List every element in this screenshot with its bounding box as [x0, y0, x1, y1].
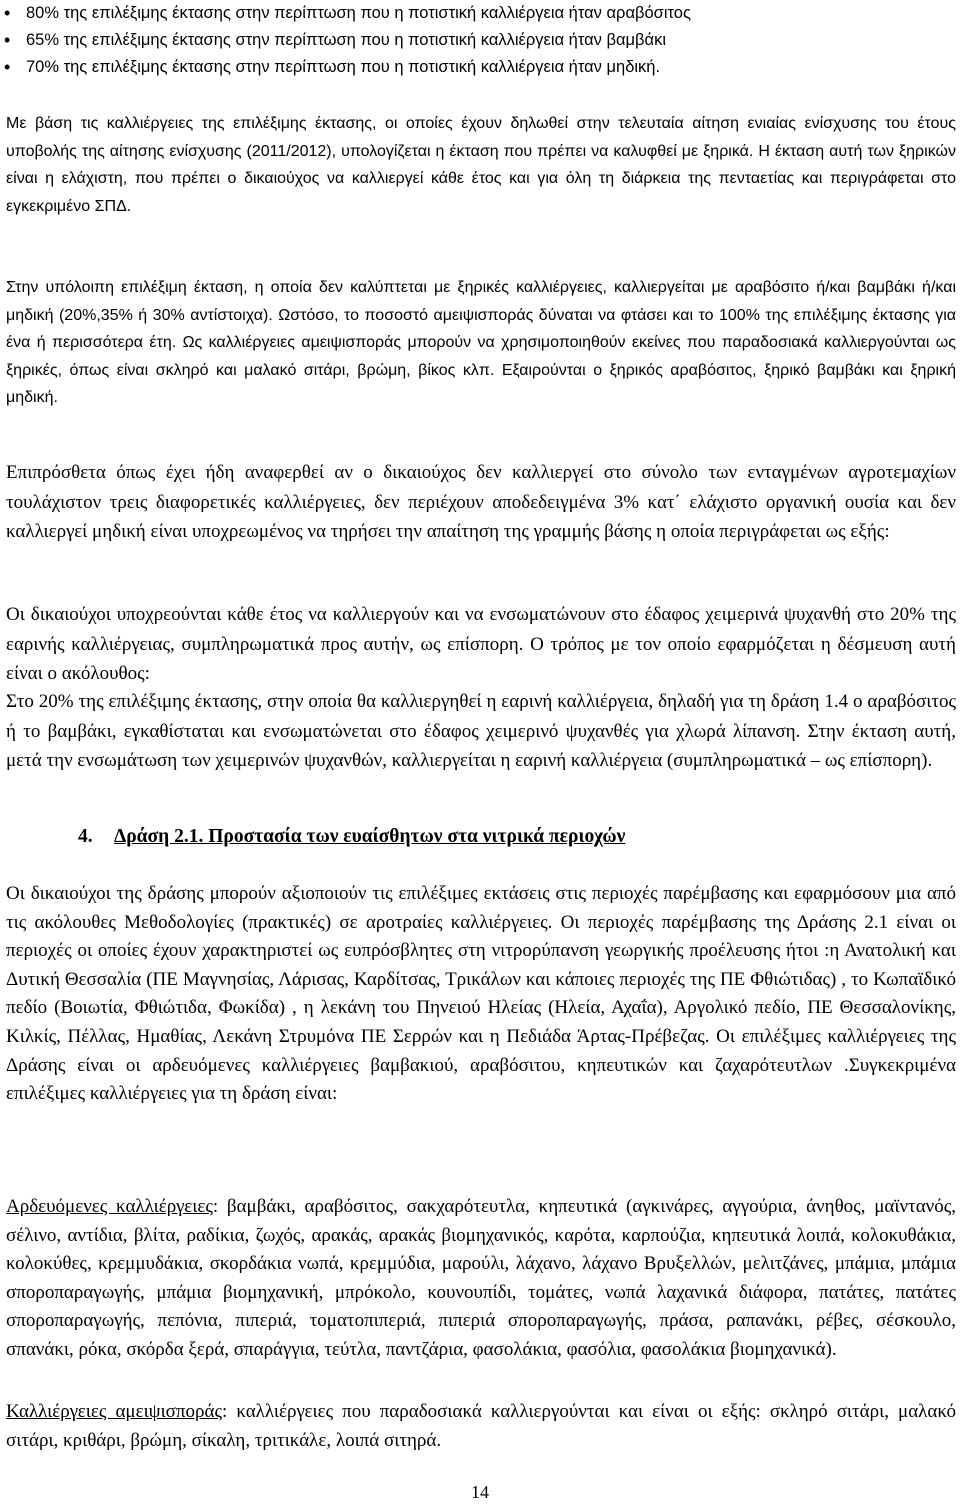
- paragraph-remaining-area: Στην υπόλοιπη επιλέξιμη έκταση, η οποία δεν καλύπτεται με ξηρικές καλλιέργειες, καλλιεργείται με αραβόσιτο ή/και βαμβάκι ή/και μηδική (20%,35% ή 30% αντίστοιχα). Ωστόσο, το ποσοστό αμειψισποράς δύναται να φτάσει και το 100% της επιλέξιμης έκτασης για ένα ή περισσότερα έτη. Ως καλλιέργειες αμειψισποράς μπορούν να χρησιμοποιηθούν εκείνες που παραδοσιακά καλλιεργούνται ως ξηρικές, όπως είναι σκληρό και μαλακό σιτάρι, βρώμη, βίκος κλπ. Εξαιρούνται ο ξηρικός αραβόσιτος, ξηρικό βαμβάκι και ξηρική μηδική.: [6, 279, 956, 407]
- paragraph-dry-crops-basis: Με βάση τις καλλιέργειες της επιλέξιμης έκτασης, οι οποίες έχουν δηλωθεί στην τελευταία αίτηση ενιαίας ενίσχυσης του έτους υποβολής της αίτησης ενίσχυσης (2011/2012), υπολογίζεται η έκταση που πρέπει να καλυφθεί με ξηρικά. Η έκταση αυτή των ξηρικών είναι η ελάχιστη, που πρέπει ο δικαιούχος να καλλιεργεί κάθε έτος και για όλη τη διάρκεια της πενταετίας και περιγράφεται στο εγκεκριμένο ΣΠΔ.: [6, 115, 956, 215]
- section-number: 4.: [78, 826, 93, 847]
- page-number: 14: [471, 1482, 489, 1502]
- list-item: • 70% της επιλέξιμης έκτασης στην περίπτωση που η ποτιστική καλλιέργεια ήταν μηδική.: [0, 54, 960, 81]
- section-title: Δράση 2.1. Προστασία των ευαίσθητων στα νιτρικά περιοχών: [114, 826, 626, 847]
- irrigated-crops-label: Αρδευόμενες καλλιέργειες: [6, 1196, 213, 1217]
- paragraph-twenty-percent: Στο 20% της επιλέξιμης έκτασης, στην οποία θα καλλιεργηθεί η εαρινή καλλιέργεια, δηλαδή για τη δράση 1.4 ο αραβόσιτος ή το βαμβάκι, εγκαθίσταται και ενσωματώνεται στο έδαφος χειμερινό ψυχανθές για χλωρά λίπανση. Στην έκταση αυτή, μετά την ενσωμάτωση των χειμερινών ψυχανθών, καλλιεργείται η εαρινή καλλιέργεια (συμπληρωματικά – ως επίσπορη).: [6, 691, 956, 771]
- paragraph-intervention-areas: Οι δικαιούχοι της δράσης μπορούν αξιοποιούν τις επιλέξιμες εκτάσεις στις περιοχές παρέμβασης και εφαρμόσουν μια από τις ακόλουθες Μεθοδολογίες (πρακτικές) σε αροτραίες καλλιέργειες. Οι περιοχές παρέμβασης της Δράσης 2.1 είναι οι περιοχές οι οποίες έχουν χαρακτηριστεί ως ευπρόσβλητες στη νιτρορύπανση γεωργικής προέλευσης ήτοι :η Ανατολική και Δυτική Θεσσαλία (ΠΕ Μαγνησίας, Λάρισας, Καρδίτσας, Τρικάλων και κάποιες περιοχές της ΠΕ Φθιώτιδας) , το Κωπαϊδικό πεδίο (Βοιωτία, Φθιώτιδα, Φωκίδα) , η λεκάνη του Πηνειού Ηλείας (Ηλεία, Αχαΐα), Αργολικό πεδίο, ΠΕ Θεσσαλονίκης, Κιλκίς, Πέλλας, Ημαθίας, Λεκάνη Στρυμόνα ΠΕ Σερρών και η Πεδιάδα Άρτας-Πρέβεζας. Οι επιλέξιμες καλλιέργειες της Δράσης είναι οι αρδευόμενες καλλιέργειες βαμβακιού, αραβόσιτου, κηπευτικών και ζαχαρότευτλων .Συγκεκριμένα επιλέξιμες καλλιέργειες για τη δράση είναι:: [6, 883, 956, 1105]
- paragraph-rotation-crops: [6, 1398, 956, 1455]
- rotation-crops-label: Καλλιέργειες αμειψισποράς: [6, 1401, 222, 1422]
- section-heading: [78, 824, 625, 850]
- paragraph-winter-legumes: Οι δικαιούχοι υποχρεούνται κάθε έτος να καλλιεργούν και να ενσωματώνουν στο έδαφος χειμερινά ψυχανθή στο 20% της εαρινής καλλιέργειας, συμπληρωματικά προς αυτήν, ως επίσπορη. Ο τρόπος με τον οποίο εφαρμόζεται η δέσμευση αυτή είναι ο ακόλουθος:: [6, 604, 956, 684]
- list-item: • 80% της επιλέξιμης έκτασης στην περίπτωση που η ποτιστική καλλιέργεια ήταν αραβόσιτος: [0, 0, 960, 27]
- rotation-crops-list: : καλλιέργειες που παραδοσιακά καλλιεργούνται και είναι οι εξής: σκληρό σιτάρι, μαλακό σιτάρι, κριθάρι, βρώμη, σίκαλη, τριτικάλε, λοιπά σιτηρά.: [6, 1401, 956, 1451]
- paragraph-irrigated-crops: [6, 1193, 956, 1365]
- list-item: • 65% της επιλέξιμης έκτασης στην περίπτωση που η ποτιστική καλλιέργεια ήταν βαμβάκι: [0, 27, 960, 54]
- paragraph-baseline-requirement: Επιπρόσθετα όπως έχει ήδη αναφερθεί αν ο δικαιούχος δεν καλλιεργεί στο σύνολο των ενταγμένων αγροτεμαχίων τουλάχιστον τρεις διαφορετικές καλλιέργειες, δεν περιέχουν αποδεδειγμένα 3% κατ΄ ελάχιστο οργανική ουσία και δεν καλλιεργεί μηδική είναι υποχρεωμένος να τηρήσει την απαίτηση της γραμμής βάσης η οποία περιγράφεται ως εξής:: [6, 462, 956, 542]
- percentage-bullet-list: [0, 0, 960, 81]
- irrigated-crops-list: : βαμβάκι, αραβόσιτος, σακχαρότευτλα, κηπευτικά (αγκινάρες, αγγούρια, άνηθος, μαϊντανός, σέλινο, αντίδια, βλίτα, ραδίκια, ζωχός, αρακάς, αρακάς βιομηχανικός, καρότα, καρπούζια, κηπευτικά λοιπά, κολοκυθάκια, κολοκύθες, κρεμμυδάκια, σκορδάκια νωπά, κρεμμύδια, μαρούλι, λάχανο, λάχανο Βρυξελλών, μελιτζάνες, μπάμια, μπάμια σποροπαραγωγής, μπάμια βιομηχανική, μπρόκολο, κουνουπίδι, τομάτες, νωπά λαχανικά διάφορα, πατάτες, πατάτες σποροπαραγωγής, πεπόνια, πιπεριά, τοματοπιπεριά, πιπεριά σποροπαραγωγής, πράσα, ραπανάκι, ρέβες, σέσκουλο, σπανάκι, ρόκα, σκόρδα ξερά, σπαράγγια, τεύτλα, παντζάρια, φασολάκια, φασόλια, φασολάκια βιομηχανικά).: [6, 1196, 957, 1360]
